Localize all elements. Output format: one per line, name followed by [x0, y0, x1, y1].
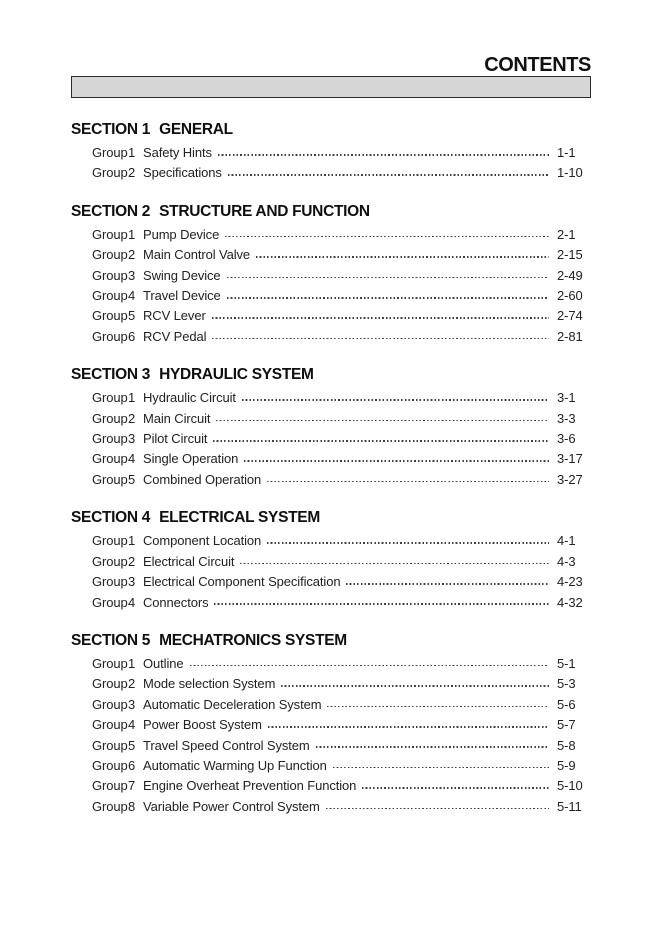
dotted-leader: [267, 481, 549, 483]
entry-group-number: 2: [128, 553, 136, 569]
dotted-leader: [190, 665, 550, 667]
dotted-leader: [216, 420, 549, 422]
entry-title: Main Control Valve: [143, 247, 251, 263]
toc-entry: [71, 531, 591, 551]
toc-section: [71, 510, 591, 613]
dotted-leader: [212, 317, 549, 319]
page-content: [71, 0, 591, 817]
dotted-leader: [214, 603, 549, 605]
entry-group-label: Group: [92, 717, 128, 733]
section-label: SECTION 3: [71, 366, 151, 384]
dotted-leader: [225, 236, 549, 238]
entry-title: RCV Lever: [143, 308, 206, 324]
entry-title: Mode selection System: [143, 676, 276, 692]
entry-page-number: 2-49: [557, 267, 583, 283]
toc-section: [71, 367, 591, 490]
dotted-leader: [326, 808, 549, 810]
toc-entry: [71, 449, 591, 469]
entry-title: Safety Hints: [143, 145, 212, 160]
entry-title: Combined Operation: [143, 471, 262, 487]
entry-page-number: 2-81: [557, 328, 583, 344]
toc-entry: [71, 756, 591, 776]
entry-page-number: 3-6: [557, 431, 576, 447]
entry-group-number: 4: [128, 594, 136, 610]
entry-title: Single Operation: [143, 451, 239, 467]
entry-page-number: 1-10: [557, 165, 583, 181]
toc-entry: [71, 470, 591, 490]
entry-group-label: Group: [92, 696, 128, 712]
toc-entry: [71, 225, 591, 245]
entry-group-number: 4: [128, 288, 136, 304]
entry-page-number: 5-6: [557, 696, 576, 712]
toc-entry: [71, 736, 591, 756]
entry-group-number: 2: [128, 165, 136, 181]
entry-page-number: 5-11: [557, 798, 582, 814]
section-title: STRUCTURE AND FUNCTION: [159, 202, 370, 220]
entry-page-number: 4-3: [557, 553, 576, 569]
entry-group-number: 1: [128, 390, 136, 406]
toc-entry: [71, 306, 591, 326]
entry-group-label: Group: [92, 676, 128, 692]
dotted-leader: [333, 767, 549, 769]
dotted-leader: [213, 440, 549, 442]
entry-title: Travel Device: [143, 288, 221, 304]
entry-page-number: 5-7: [557, 717, 576, 733]
entry-group-number: 1: [128, 226, 136, 242]
entry-group-label: Group: [92, 737, 128, 753]
entry-group-label: Group: [92, 431, 128, 447]
entry-group-number: 2: [128, 247, 136, 263]
entry-group-label: Group: [92, 471, 128, 487]
entry-group-number: 1: [128, 145, 136, 160]
entry-title: Pump Device: [143, 226, 220, 242]
dotted-leader: [228, 174, 549, 176]
section-entries: [71, 225, 591, 347]
toc-entry: [71, 429, 591, 449]
toc-section: [71, 204, 591, 347]
entry-page-number: 5-1: [557, 655, 576, 671]
dotted-leader: [267, 542, 549, 544]
entry-title: Component Location: [143, 533, 262, 549]
entry-group-number: 5: [128, 737, 136, 753]
entry-title: RCV Pedal: [143, 328, 207, 344]
toc-entry: [71, 674, 591, 694]
entry-page-number: 3-3: [557, 410, 576, 426]
entry-group-number: 3: [128, 574, 136, 590]
section-entries: [71, 654, 591, 817]
dotted-leader: [227, 277, 549, 279]
entry-page-number: 4-32: [557, 594, 583, 610]
toc-entry: [71, 695, 591, 715]
entry-group-label: Group: [92, 594, 128, 610]
entry-title: Engine Overheat Prevention Function: [143, 778, 357, 794]
entry-group-label: Group: [92, 553, 128, 569]
entry-title: Hydraulic Circuit: [143, 390, 236, 406]
section-label: SECTION 1: [71, 121, 151, 138]
dotted-leader: [218, 154, 549, 156]
toc-entry: [71, 245, 591, 265]
entry-group-label: Group: [92, 533, 128, 549]
entry-title: Specifications: [143, 165, 222, 181]
entry-group-label: Group: [92, 451, 128, 467]
entry-group-label: Group: [92, 778, 128, 794]
dotted-leader: [268, 726, 549, 728]
toc-entry: [71, 163, 591, 183]
dotted-leader: [227, 297, 549, 299]
entry-group-number: 5: [128, 471, 136, 487]
entry-group-number: 3: [128, 267, 136, 283]
entry-page-number: 5-9: [557, 757, 576, 773]
toc-entry: [71, 776, 591, 796]
entry-group-number: 1: [128, 655, 136, 671]
entry-group-label: Group: [92, 165, 128, 181]
entry-title: Swing Device: [143, 267, 221, 283]
entry-group-number: 8: [128, 798, 136, 814]
section-entries: [71, 143, 591, 184]
entry-page-number: 4-23: [557, 574, 583, 590]
section-title: GENERAL: [159, 121, 233, 138]
entry-title: Travel Speed Control System: [143, 737, 310, 753]
toc-entry: [71, 327, 591, 347]
entry-group-label: Group: [92, 574, 128, 590]
entry-group-label: Group: [92, 798, 128, 814]
entry-title: Main Circuit: [143, 410, 211, 426]
dotted-leader: [281, 685, 549, 687]
entry-page-number: 4-1: [557, 533, 576, 549]
entry-group-number: 2: [128, 676, 136, 692]
entry-title: Electrical Circuit: [143, 553, 235, 569]
entry-group-label: Group: [92, 308, 128, 324]
toc-section: [71, 633, 591, 817]
entry-group-label: Group: [92, 328, 128, 344]
dotted-leader: [212, 338, 549, 340]
section-heading: [71, 204, 591, 220]
dotted-leader: [242, 399, 549, 401]
section-label: SECTION 2: [71, 202, 151, 220]
dotted-leader: [362, 787, 549, 789]
entry-page-number: 2-15: [557, 247, 583, 263]
toc-entry: [71, 572, 591, 592]
entry-group-number: 4: [128, 451, 136, 467]
section-entries: [71, 388, 591, 490]
page-title: CONTENTS: [484, 54, 591, 76]
entry-group-number: 5: [128, 308, 136, 324]
dotted-leader: [346, 583, 549, 585]
toc-entry: [71, 715, 591, 735]
section-heading: [71, 122, 591, 138]
entry-page-number: 3-17: [557, 451, 583, 467]
toc-entry: [71, 797, 591, 817]
entry-title: Power Boost System: [143, 717, 262, 733]
entry-group-number: 2: [128, 410, 136, 426]
entry-group-number: 4: [128, 717, 136, 733]
entry-page-number: 3-1: [557, 390, 576, 406]
section-title: ELECTRICAL SYSTEM: [159, 509, 320, 527]
toc-entry: [71, 266, 591, 286]
entry-group-number: 6: [128, 328, 136, 344]
toc-entry: [71, 388, 591, 408]
section-title: HYDRAULIC SYSTEM: [159, 366, 314, 384]
title-underline-bar: [71, 76, 591, 98]
dotted-leader: [327, 706, 549, 708]
entry-page-number: 2-60: [557, 288, 583, 304]
section-label: SECTION 4: [71, 509, 151, 527]
entry-group-label: Group: [92, 655, 128, 671]
section-heading: [71, 367, 591, 383]
toc-entry: [71, 593, 591, 613]
entry-group-label: Group: [92, 145, 128, 160]
entry-page-number: 5-3: [557, 676, 576, 692]
toc-entry: [71, 286, 591, 306]
entry-group-label: Group: [92, 757, 128, 773]
entry-group-number: 7: [128, 778, 136, 794]
section-label: SECTION 5: [71, 631, 151, 649]
entry-page-number: 5-10: [557, 778, 583, 794]
section-title: MECHATRONICS SYSTEM: [159, 631, 347, 649]
entry-group-label: Group: [92, 410, 128, 426]
entry-page-number: 2-1: [557, 226, 576, 242]
entry-title: Outline: [143, 655, 184, 671]
entry-group-number: 6: [128, 757, 136, 773]
entry-page-number: 3-27: [557, 471, 583, 487]
entry-group-number: 1: [128, 533, 136, 549]
entry-title: Connectors: [143, 594, 209, 610]
entry-group-number: 3: [128, 431, 136, 447]
entry-page-number: 5-8: [557, 737, 576, 753]
entry-title: Variable Power Control System: [143, 798, 320, 814]
toc-entry: [71, 409, 591, 429]
entry-page-number: 1-1: [557, 145, 576, 160]
dotted-leader: [240, 563, 549, 565]
toc-entry: [71, 143, 591, 163]
entry-title: Electrical Component Specification: [143, 574, 341, 590]
section-heading: [71, 510, 591, 526]
toc-section: [71, 122, 591, 184]
entry-title: Automatic Warming Up Function: [143, 757, 327, 773]
entry-group-label: Group: [92, 288, 128, 304]
entry-group-label: Group: [92, 226, 128, 242]
entry-title: Pilot Circuit: [143, 431, 208, 447]
entry-group-label: Group: [92, 267, 128, 283]
entry-group-label: Group: [92, 390, 128, 406]
entry-group-label: Group: [92, 247, 128, 263]
entry-group-number: 3: [128, 696, 136, 712]
section-entries: [71, 531, 591, 613]
toc-entry: [71, 654, 591, 674]
toc: [71, 122, 591, 817]
entry-page-number: 2-74: [557, 308, 583, 324]
dotted-leader: [244, 460, 549, 462]
entry-title: Automatic Deceleration System: [143, 696, 322, 712]
toc-entry: [71, 552, 591, 572]
dotted-leader: [256, 256, 549, 258]
section-heading: [71, 633, 591, 649]
dotted-leader: [316, 746, 549, 748]
